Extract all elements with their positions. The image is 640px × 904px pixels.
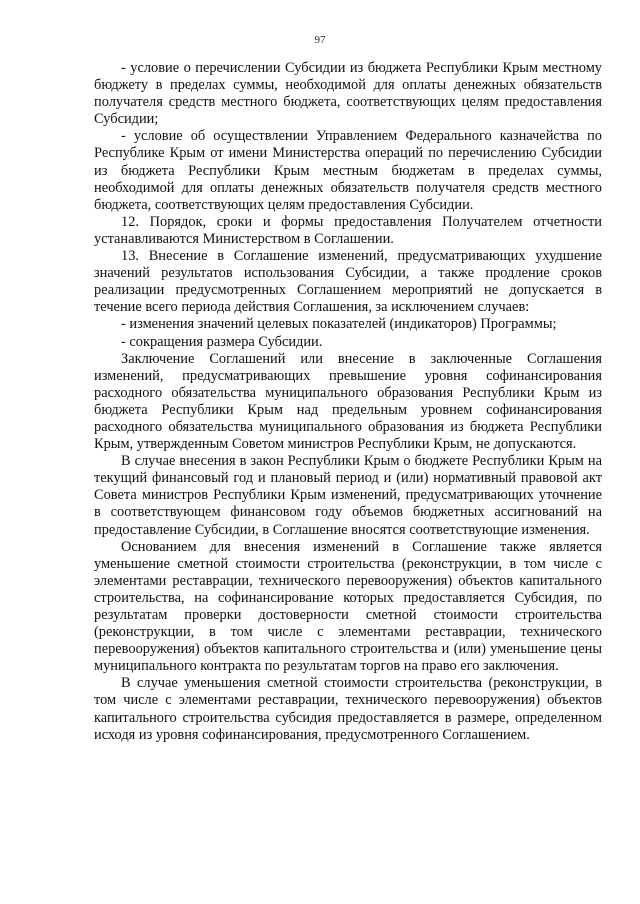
paragraph: В случае уменьшения сметной стоимости строительства (реконструкции, в том числе с элементами реставрации, технического перевооружения) объектов капитального строительства субсидия предоставляется в размере, определенном исходя из уровня софинансирования, предусмотренного Соглашением. (94, 675, 602, 743)
paragraph: - условие об осуществлении Управлением Федерального казначейства по Республике Крым от имени Министерства операций по перечислению Субсидии из бюджета Республики Крым местным бюджетам в пределах суммы, необходимой для оплаты денежных обязательств получателя средств местного бюджета, соответствующих целям предоставления Субсидии. (94, 128, 602, 213)
paragraph: Заключение Соглашений или внесение в заключенные Соглашения изменений, предусматривающих превышение уровня софинансирования расходного обязательства муниципального образования Республики Крым из бюджета Республики Крым над предельным уровнем софинансирования расходного обязательства муниципального образования из бюджета Республики Крым, утвержденным Советом министров Республики Крым, не допускаются. (94, 350, 602, 453)
paragraph: 12. Порядок, сроки и формы предоставления Получателем отчетности устанавливаются Министерством в Соглашении. (94, 213, 602, 247)
paragraph: - сокращения размера Субсидии. (121, 333, 323, 350)
paragraph: Основанием для внесения изменений в Соглашение также является уменьшение сметной стоимости строительства (реконструкции, в том числе с элементами реставрации, технического перевооружения) объектов капитального строительства, на софинансирование которых предоставляется Субсидия, по результатам проверки достоверности сметной стоимости строительства (реконструкции, в том числе с элементами реставрации, технического перевооружения) объектов капитального строительства и (или) уменьшение цены муниципального контракта по результатам торгов на право его заключения. (94, 538, 602, 675)
paragraph: 13. Внесение в Соглашение изменений, предусматривающих ухудшение значений результатов использования Субсидии, а также продление сроков реализации предусмотренных Соглашением мероприятий не допускается в течение всего периода действия Соглашения, за исключением случаев: (94, 248, 602, 316)
page-number: 97 (314, 34, 326, 46)
paragraph: - условие о перечислении Субсидии из бюджета Республики Крым местному бюджету в пределах суммы, необходимой для оплаты денежных обязательств получателя средств местного бюджета, соответствующих целям предоставления Субсидии; (94, 60, 602, 128)
document-body (94, 60, 602, 744)
paragraph: - изменения значений целевых показателей (индикаторов) Программы; (121, 316, 557, 333)
paragraph: В случае внесения в закон Республики Крым о бюджете Республики Крым на текущий финансовый год и плановый период и (или) нормативный правовой акт Совета министров Республики Крым изменений, предусматривающих уточнение в соответствующем финансовом году объемов бюджетных ассигнований на предоставление Субсидии, в Соглашение вносятся соответствующие изменения. (94, 453, 602, 538)
